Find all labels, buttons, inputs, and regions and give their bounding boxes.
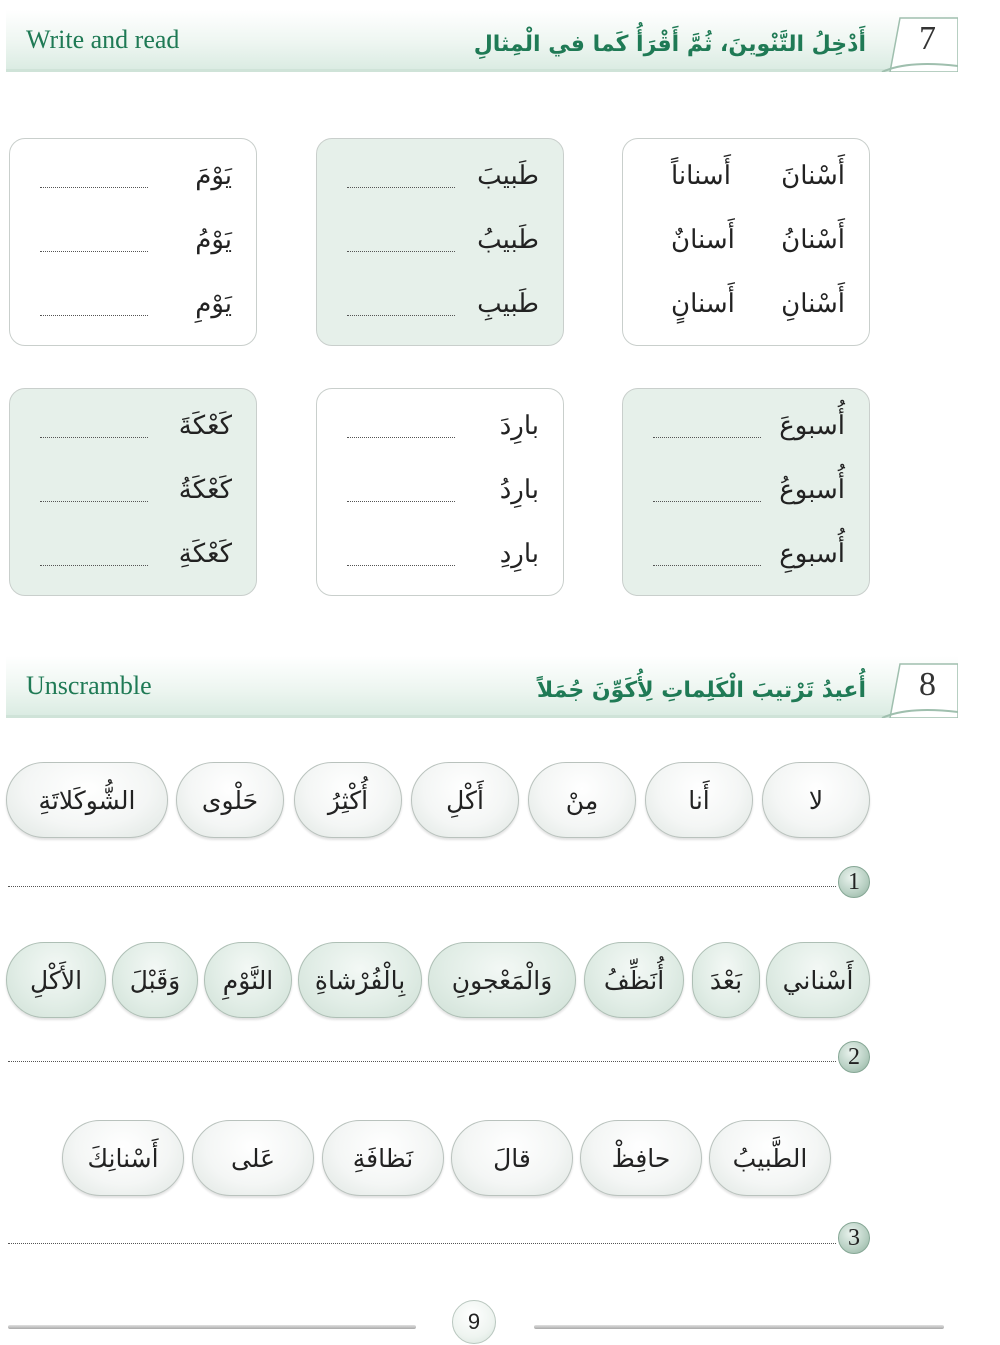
word-pill[interactable]: أَسْنانِكَ xyxy=(62,1120,184,1196)
footer-divider-left xyxy=(8,1325,416,1329)
answer-blank[interactable] xyxy=(347,187,455,188)
section-7-number-badge xyxy=(878,10,958,72)
exercise-row xyxy=(623,475,869,515)
word: أُسبوعَ xyxy=(779,411,845,441)
word: يَوْمَ xyxy=(195,161,232,191)
word: يَوْمِ xyxy=(195,289,232,319)
section-8-title-ar: أُعيدُ تَرْتيبَ الْكَلِماتِ لِأُكَوِّنَ جُمَلاً xyxy=(536,678,866,703)
section-7-header xyxy=(6,10,958,72)
word-pill[interactable]: أُنَظِّفُ xyxy=(584,942,684,1018)
answer-blank[interactable] xyxy=(40,437,148,438)
exercise-box-usbu xyxy=(622,388,870,596)
sentence-number-2: 2 xyxy=(838,1041,870,1073)
word-pill[interactable]: وَقَبْلَ xyxy=(112,942,198,1018)
footer-divider-right xyxy=(534,1325,944,1329)
word: أَسْنانِ xyxy=(781,289,845,319)
section-8-number: 8 xyxy=(919,666,936,703)
exercise-row xyxy=(10,539,256,579)
word: أَسْنانُ xyxy=(781,225,845,255)
word: أَسْنانَ xyxy=(781,161,845,191)
word-pill[interactable]: حافِظْ xyxy=(580,1120,702,1196)
exercise-row xyxy=(10,475,256,515)
exercise-box-tabib xyxy=(316,138,564,346)
word-pill[interactable]: نَظافَةِ xyxy=(322,1120,444,1196)
word: أُسبوعِ xyxy=(779,539,845,569)
answer-blank[interactable] xyxy=(40,251,148,252)
example-answer: أَسناناً xyxy=(671,161,731,191)
answer-blank[interactable] xyxy=(653,437,761,438)
exercise-row xyxy=(317,539,563,579)
word-pill[interactable]: بِالْفُرْشاةِ xyxy=(298,942,422,1018)
section-7-title-en: Write and read xyxy=(26,25,180,54)
exercise-row xyxy=(10,161,256,201)
word: بارِدُ xyxy=(499,475,539,505)
word-pill[interactable]: أَكْلِ xyxy=(411,762,519,838)
word-pill[interactable]: أَسْناني xyxy=(766,942,870,1018)
word: كَعْكَةُ xyxy=(178,475,232,505)
example-answer: أَسنانٍ xyxy=(671,289,735,319)
word: طَبيبِ xyxy=(477,289,539,319)
exercise-box-asnan xyxy=(622,138,870,346)
word: طَبيبَ xyxy=(477,161,539,191)
page-number: 9 xyxy=(452,1300,496,1344)
word: بارِدِ xyxy=(499,539,539,569)
exercise-box-barid xyxy=(316,388,564,596)
word: طَبيبُ xyxy=(477,225,539,255)
exercise-row xyxy=(10,411,256,451)
exercise-row xyxy=(10,225,256,265)
example-row xyxy=(623,289,869,329)
section-7-title-ar: أَدْخِلُ التَّنْوينَ، ثُمَّ أَقْرَأُ كَما في الْمِثالِ xyxy=(473,32,866,57)
word-pill[interactable]: عَلى xyxy=(192,1120,314,1196)
word-pill[interactable]: أُكْثِرُ xyxy=(294,762,402,838)
answer-blank[interactable] xyxy=(40,565,148,566)
word-pill[interactable]: بَعْدَ xyxy=(692,942,760,1018)
word-pill[interactable]: وَالْمَعْجونِ xyxy=(428,942,576,1018)
word: يَوْمُ xyxy=(195,225,232,255)
word-pill[interactable]: قالَ xyxy=(451,1120,573,1196)
answer-blank[interactable] xyxy=(347,565,455,566)
answer-line-3[interactable] xyxy=(8,1243,836,1244)
answer-blank[interactable] xyxy=(347,501,455,502)
exercise-row xyxy=(317,475,563,515)
exercise-box-yawm xyxy=(9,138,257,346)
word-pill[interactable]: حَلْوى xyxy=(176,762,284,838)
word-pill[interactable]: مِنْ xyxy=(528,762,636,838)
sentence-number-1: 1 xyxy=(838,866,870,898)
page-curl-icon xyxy=(878,656,958,718)
word-pill[interactable]: لا xyxy=(762,762,870,838)
word: كَعْكَةِ xyxy=(178,539,232,569)
exercise-row xyxy=(623,539,869,579)
exercise-row xyxy=(623,411,869,451)
word-pill[interactable]: الطَّبيبُ xyxy=(709,1120,831,1196)
exercise-row xyxy=(10,289,256,329)
section-8-title-en: Unscramble xyxy=(26,671,152,700)
answer-blank[interactable] xyxy=(40,315,148,316)
answer-line-1[interactable] xyxy=(8,886,836,887)
sentence-number-3: 3 xyxy=(838,1222,870,1254)
answer-blank[interactable] xyxy=(40,187,148,188)
exercise-box-kaka xyxy=(9,388,257,596)
answer-blank[interactable] xyxy=(347,315,455,316)
answer-blank[interactable] xyxy=(653,565,761,566)
section-8-header xyxy=(6,656,958,718)
example-row xyxy=(623,161,869,201)
exercise-row xyxy=(317,411,563,451)
exercise-row xyxy=(317,161,563,201)
answer-line-2[interactable] xyxy=(8,1061,836,1062)
page-curl-icon xyxy=(878,10,958,72)
word-pill[interactable]: الأَكْلِ xyxy=(6,942,106,1018)
word-pill[interactable]: النَّوْمِ xyxy=(204,942,292,1018)
exercise-row xyxy=(317,225,563,265)
answer-blank[interactable] xyxy=(653,501,761,502)
section-8-number-badge xyxy=(878,656,958,718)
word: بارِدَ xyxy=(499,411,539,441)
word: كَعْكَةَ xyxy=(178,411,232,441)
answer-blank[interactable] xyxy=(347,437,455,438)
answer-blank[interactable] xyxy=(40,501,148,502)
word-pill[interactable]: أَنا xyxy=(645,762,753,838)
word-pill[interactable]: الشُّوكَلاتَةِ xyxy=(6,762,168,838)
example-answer: أَسنانٌ xyxy=(671,225,735,255)
word: أُسبوعُ xyxy=(779,475,845,505)
section-7-number: 7 xyxy=(919,20,936,57)
answer-blank[interactable] xyxy=(347,251,455,252)
exercise-row xyxy=(317,289,563,329)
example-row xyxy=(623,225,869,265)
